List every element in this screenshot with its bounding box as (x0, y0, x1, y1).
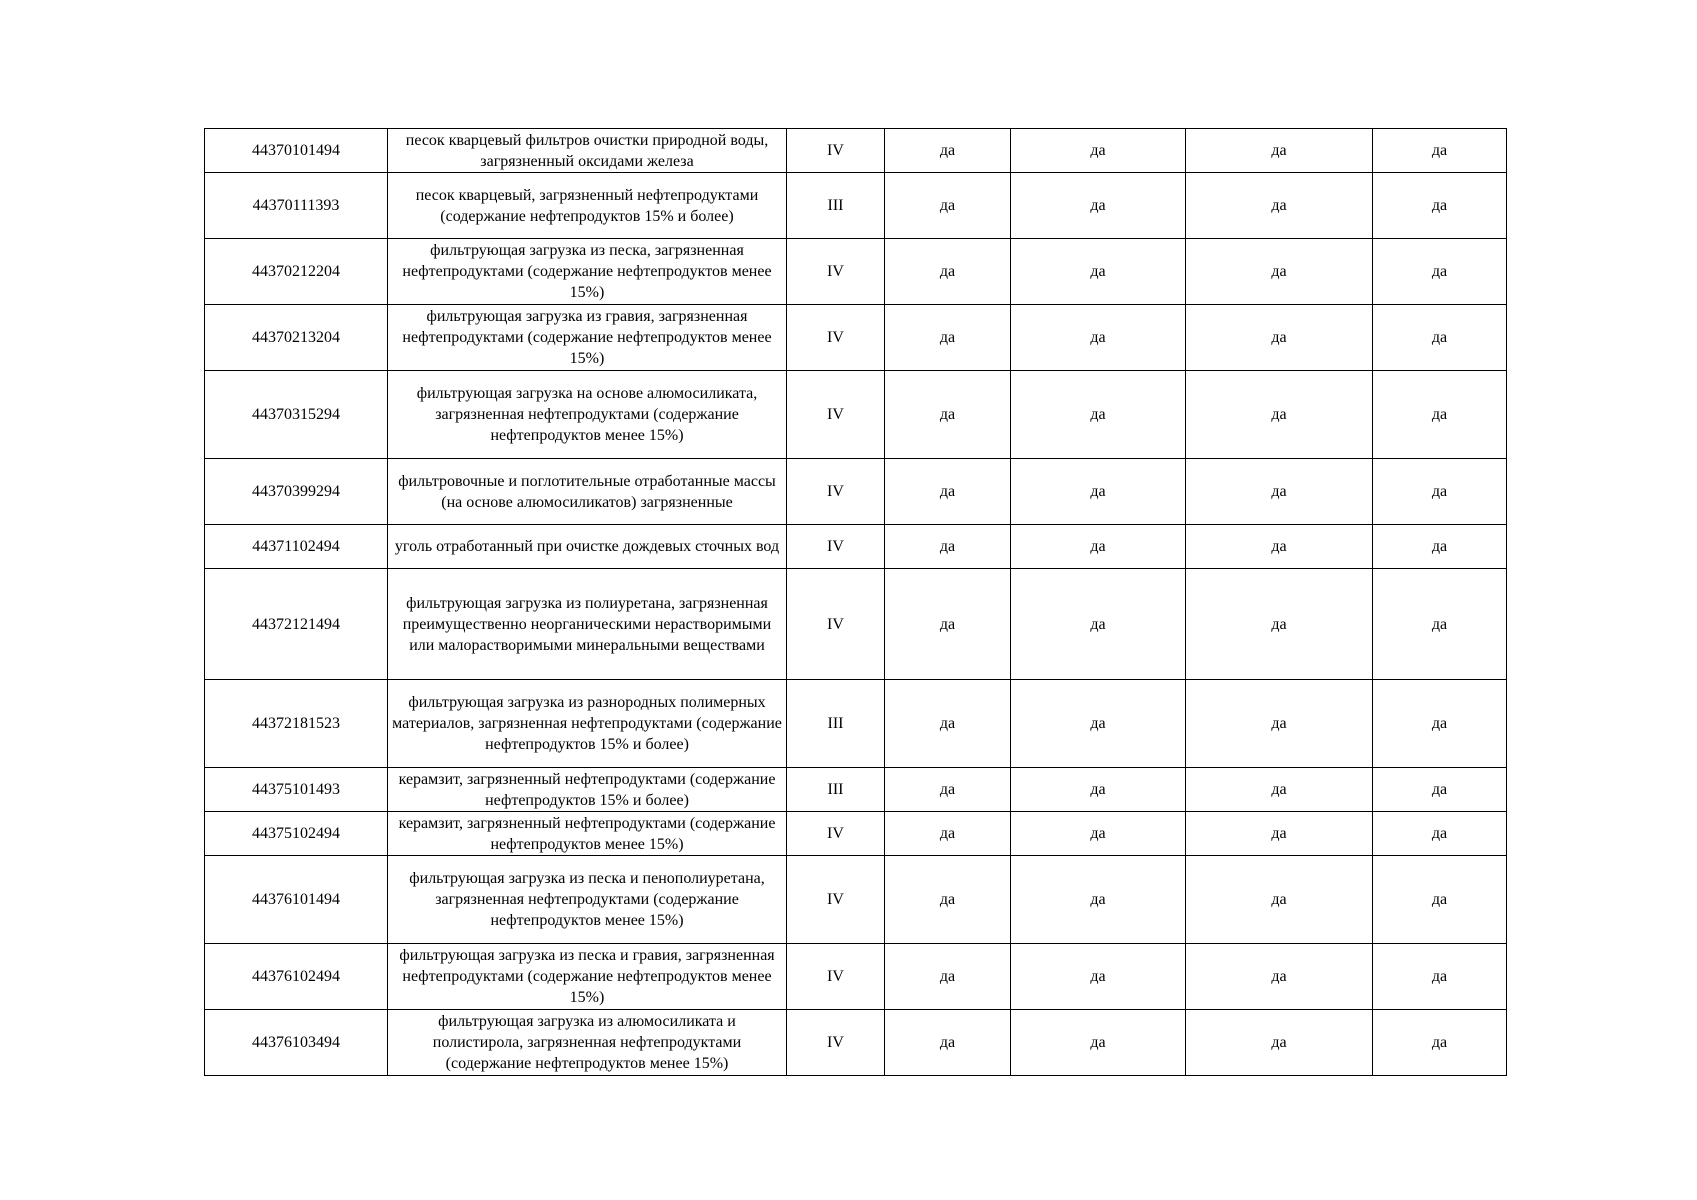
column-1-value: да (885, 305, 1011, 371)
column-2-value: да (1011, 173, 1186, 239)
column-2-value: да (1011, 944, 1186, 1010)
waste-name: фильтрующая загрузка на основе алюмосиликата, загрязненная нефтепродуктами (содержание нефтепродуктов менее 15%) (388, 371, 787, 459)
hazard-class: III (787, 768, 885, 812)
table-row (205, 680, 1507, 768)
column-1-value: да (885, 680, 1011, 768)
waste-code: 44376101494 (205, 856, 388, 944)
column-3-value: да (1186, 1010, 1373, 1076)
waste-name: керамзит, загрязненный нефтепродуктами (содержание нефтепродуктов 15% и более) (388, 768, 787, 812)
column-1-value: да (885, 812, 1011, 856)
table-row (205, 1010, 1507, 1076)
table-row (205, 129, 1507, 173)
column-4-value: да (1373, 569, 1507, 680)
hazard-class: IV (787, 1010, 885, 1076)
hazard-class: IV (787, 856, 885, 944)
table-row (205, 856, 1507, 944)
waste-name: фильтрующая загрузка из песка и пенополиуретана, загрязненная нефтепродуктами (содержание нефтепродуктов менее 15%) (388, 856, 787, 944)
waste-code: 44376103494 (205, 1010, 388, 1076)
column-3-value: да (1186, 371, 1373, 459)
hazard-class: III (787, 680, 885, 768)
waste-code: 44370399294 (205, 459, 388, 525)
column-1-value: да (885, 856, 1011, 944)
column-3-value: да (1186, 129, 1373, 173)
table-row (205, 944, 1507, 1010)
column-2-value: да (1011, 569, 1186, 680)
waste-name: уголь отработанный при очистке дождевых сточных вод (388, 525, 787, 569)
column-4-value: да (1373, 525, 1507, 569)
column-4-value: да (1373, 1010, 1507, 1076)
column-3-value: да (1186, 856, 1373, 944)
column-3-value: да (1186, 680, 1373, 768)
waste-name: фильтрующая загрузка из алюмосиликата и полистирола, загрязненная нефтепродуктами (содержание нефтепродуктов менее 15%) (388, 1010, 787, 1076)
table-row (205, 525, 1507, 569)
column-2-value: да (1011, 768, 1186, 812)
column-4-value: да (1373, 812, 1507, 856)
table-body (205, 129, 1507, 1076)
waste-code: 44375102494 (205, 812, 388, 856)
column-4-value: да (1373, 459, 1507, 525)
column-2-value: да (1011, 239, 1186, 305)
table-row (205, 305, 1507, 371)
column-3-value: да (1186, 525, 1373, 569)
hazard-class: IV (787, 305, 885, 371)
column-4-value: да (1373, 129, 1507, 173)
column-2-value: да (1011, 371, 1186, 459)
column-1-value: да (885, 525, 1011, 569)
waste-name: фильтрующая загрузка из разнородных полимерных материалов, загрязненная нефтепродуктами (содержание нефтепродуктов 15% и более) (388, 680, 787, 768)
hazard-class: IV (787, 525, 885, 569)
column-2-value: да (1011, 856, 1186, 944)
table-row (205, 173, 1507, 239)
waste-name: фильтровочные и поглотительные отработанные массы (на основе алюмосиликатов) загрязненные (388, 459, 787, 525)
column-2-value: да (1011, 1010, 1186, 1076)
column-4-value: да (1373, 768, 1507, 812)
column-4-value: да (1373, 856, 1507, 944)
column-3-value: да (1186, 239, 1373, 305)
column-2-value: да (1011, 525, 1186, 569)
waste-code: 44372181523 (205, 680, 388, 768)
column-3-value: да (1186, 944, 1373, 1010)
column-3-value: да (1186, 812, 1373, 856)
column-3-value: да (1186, 459, 1373, 525)
column-1-value: да (885, 944, 1011, 1010)
waste-name: керамзит, загрязненный нефтепродуктами (содержание нефтепродуктов менее 15%) (388, 812, 787, 856)
waste-code: 44370212204 (205, 239, 388, 305)
waste-code: 44370101494 (205, 129, 388, 173)
column-4-value: да (1373, 371, 1507, 459)
waste-name: фильтрующая загрузка из песка, загрязненная нефтепродуктами (содержание нефтепродуктов менее 15%) (388, 239, 787, 305)
column-2-value: да (1011, 459, 1186, 525)
column-1-value: да (885, 129, 1011, 173)
hazard-class: III (787, 173, 885, 239)
waste-code: 44371102494 (205, 525, 388, 569)
column-3-value: да (1186, 305, 1373, 371)
column-1-value: да (885, 239, 1011, 305)
column-1-value: да (885, 459, 1011, 525)
waste-code: 44370315294 (205, 371, 388, 459)
hazard-class: IV (787, 569, 885, 680)
table-row (205, 569, 1507, 680)
hazard-class: IV (787, 812, 885, 856)
waste-name: песок кварцевый, загрязненный нефтепродуктами (содержание нефтепродуктов 15% и более) (388, 173, 787, 239)
waste-code: 44375101493 (205, 768, 388, 812)
waste-table (204, 128, 1507, 1076)
hazard-class: IV (787, 371, 885, 459)
waste-code: 44370111393 (205, 173, 388, 239)
column-2-value: да (1011, 305, 1186, 371)
hazard-class: IV (787, 944, 885, 1010)
column-2-value: да (1011, 129, 1186, 173)
column-1-value: да (885, 1010, 1011, 1076)
waste-name: песок кварцевый фильтров очистки природной воды, загрязненный оксидами железа (388, 129, 787, 173)
column-4-value: да (1373, 305, 1507, 371)
hazard-class: IV (787, 459, 885, 525)
column-1-value: да (885, 173, 1011, 239)
table-row (205, 371, 1507, 459)
column-4-value: да (1373, 239, 1507, 305)
hazard-class: IV (787, 239, 885, 305)
column-3-value: да (1186, 569, 1373, 680)
column-4-value: да (1373, 173, 1507, 239)
waste-code: 44376102494 (205, 944, 388, 1010)
column-2-value: да (1011, 680, 1186, 768)
column-1-value: да (885, 371, 1011, 459)
table-row (205, 768, 1507, 812)
waste-code: 44372121494 (205, 569, 388, 680)
waste-name: фильтрующая загрузка из песка и гравия, загрязненная нефтепродуктами (содержание нефтепродуктов менее 15%) (388, 944, 787, 1010)
column-2-value: да (1011, 812, 1186, 856)
waste-name: фильтрующая загрузка из полиуретана, загрязненная преимущественно неорганическими нерастворимыми или малорастворимыми минеральными веществами (388, 569, 787, 680)
table-row (205, 239, 1507, 305)
waste-name: фильтрующая загрузка из гравия, загрязненная нефтепродуктами (содержание нефтепродуктов менее 15%) (388, 305, 787, 371)
waste-code: 44370213204 (205, 305, 388, 371)
column-1-value: да (885, 768, 1011, 812)
column-4-value: да (1373, 944, 1507, 1010)
table-row (205, 812, 1507, 856)
column-3-value: да (1186, 768, 1373, 812)
hazard-class: IV (787, 129, 885, 173)
column-4-value: да (1373, 680, 1507, 768)
column-3-value: да (1186, 173, 1373, 239)
table-row (205, 459, 1507, 525)
column-1-value: да (885, 569, 1011, 680)
